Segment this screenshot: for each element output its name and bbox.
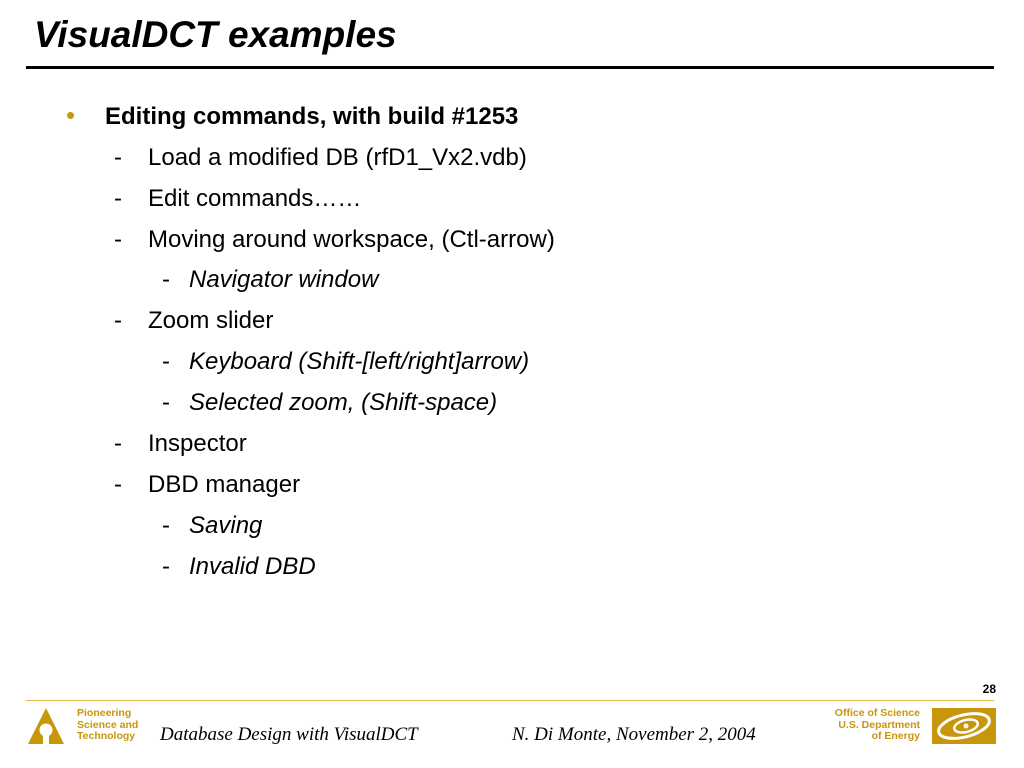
list-item-text: Selected zoom, (Shift-space)	[189, 389, 498, 416]
page-number: 28	[982, 682, 996, 696]
dash-marker: -	[114, 471, 122, 498]
list-item-text: Load a modified DB (rfD1_Vx2.vdb)	[148, 144, 527, 171]
dash-marker: -	[114, 185, 122, 212]
bullet-icon: •	[66, 100, 76, 130]
doe-logo-icon	[932, 708, 996, 744]
dash-marker: -	[162, 389, 170, 416]
dash-marker: -	[114, 226, 122, 253]
list-item-text: Invalid DBD	[189, 553, 316, 580]
lab-logo-text: Pioneering Science and Technology	[77, 707, 139, 742]
dash-marker: -	[162, 512, 170, 539]
dash-marker: -	[162, 266, 170, 293]
author-date: N. Di Monte, November 2, 2004	[512, 724, 756, 745]
list-item-text: Zoom slider	[148, 307, 274, 334]
slide-title: VisualDCT examples	[34, 14, 397, 55]
list-item-text: Keyboard (Shift-[left/right]arrow)	[189, 348, 530, 375]
list-item-text: Saving	[189, 512, 263, 539]
presentation-title: Database Design with VisualDCT	[160, 724, 418, 745]
dash-marker: -	[162, 553, 170, 580]
dash-marker: -	[114, 307, 122, 334]
list-item-text: DBD manager	[148, 471, 301, 498]
list-item-text: Inspector	[148, 430, 247, 457]
list-item-text: Moving around workspace, (Ctl-arrow)	[148, 226, 555, 253]
dash-marker: -	[114, 144, 122, 171]
doe-logo-text: Office of Science U.S. Department of Energy	[834, 707, 920, 742]
list-item-text: Navigator window	[189, 266, 379, 293]
dash-marker: -	[162, 348, 170, 375]
main-bullet-text: Editing commands, with build #1253	[105, 103, 519, 130]
title-divider	[26, 66, 994, 69]
dash-marker: -	[114, 430, 122, 457]
list-item-text: Edit commands……	[148, 185, 362, 212]
lab-logo-icon	[26, 706, 66, 746]
footer-divider	[26, 700, 994, 701]
